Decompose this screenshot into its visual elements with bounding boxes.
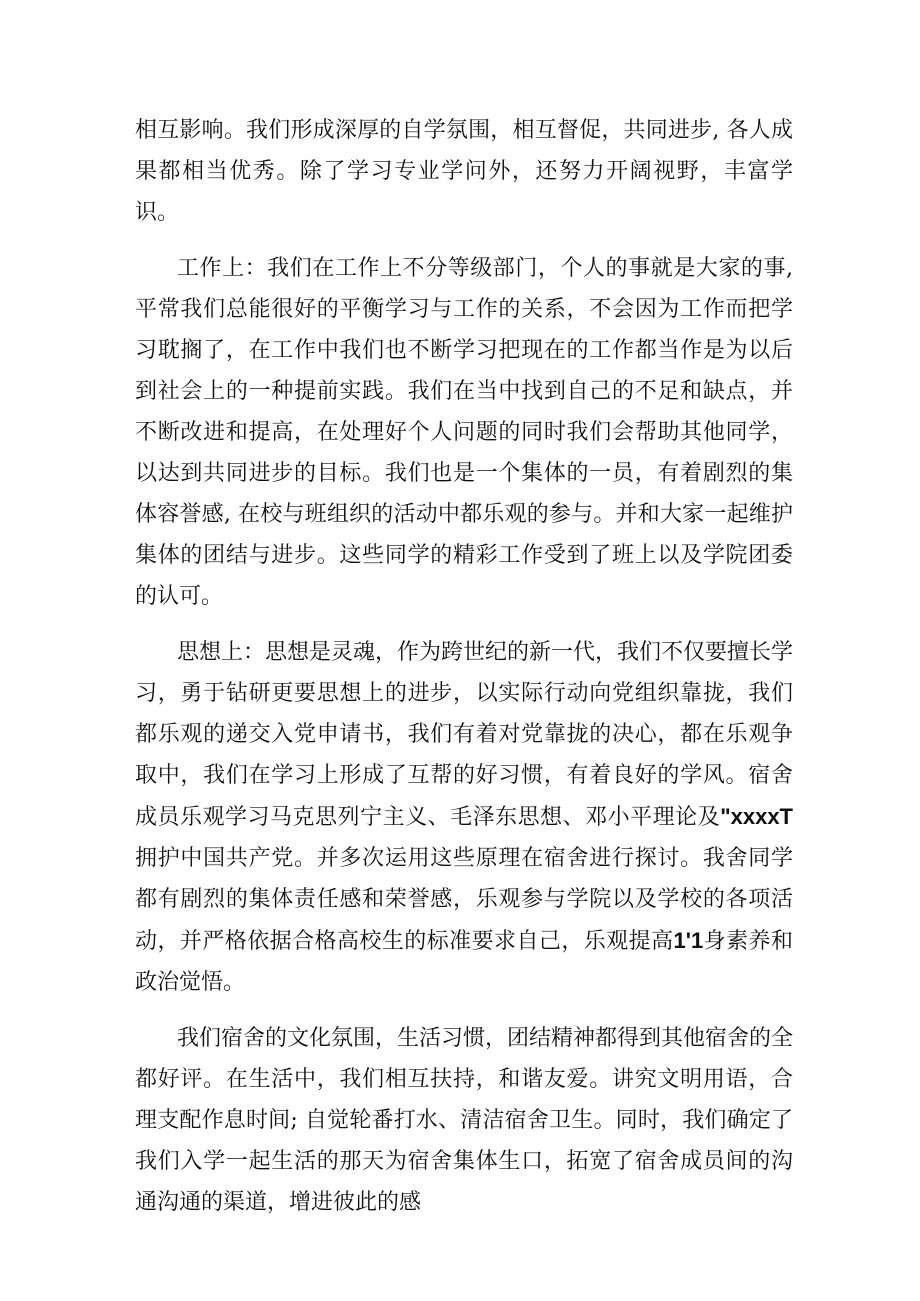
paragraph-work: 工作上：我们在工作上不分等级部门，个人的事就是大家的事, 平常我们总能很好的平衡学习与工作的关系，不会因为工作而把学习耽搁了，在工作中我们也不断学习把现在的工作都当作是为以后到社会上的一种提前实践。我们在当中找到自己的不足和缺点，并不断改进和提高，在处理好个人问题的同时我们会帮助其他同学，以达到共同进步的目标。我们也是一个集体的一员，有着剧烈的集体容誉感, 在校与班组织的活动中都乐观的参与。并和大家一起维护集体的团结与进步。这些同学的精彩工作受到了班上以及学院团委的认可。	[135, 256, 793, 609]
paragraph-ideology	[135, 632, 793, 1003]
paragraph-study-atmosphere: 相互影响。我们形成深厚的自学氛围，相互督促，共同进步, 各人成果都相当优秀。除了学习专业学问外，还努力开阔视野，丰富学识。	[135, 118, 793, 225]
paragraph-dorm-culture: 我们宿舍的文化氛围，生活习惯，团结精神都得到其他宿舍的全都好评。在生活中，我们相互扶持，和谐友爱。讲究文明用语，合理支配作息时间; 自觉轮番打水、清洁宿舍卫生。同时，我们确定了我们入学一起生活的那天为宿舍集体生口，拓宽了宿舍成员间的沟通沟通的渠道，增进彼此的感	[135, 1026, 794, 1215]
paragraph-ideology-part-c: 身素养和政治觉悟。	[135, 929, 793, 995]
paragraph-ideology-bold-a: "xxxxT	[720, 804, 793, 829]
paragraph-ideology-part-a: 思想上：思想是灵魂，作为跨世纪的新一代，我们不仅要擅长学习，勇于钻研更要思想上的进步，以实际行动向党组织靠拢，我们都乐观的递交入党申请书，我们有着对党靠拢的决心，都在乐观争取中，我们在学习上形成了互帮的好习惯，有着良好的学风。宿舍成员乐观学习马克思列宁主义、毛泽东思想、邓小平理论及	[135, 640, 794, 830]
paragraph-ideology-part-b: 拥护中国共产党。并多次运用这些原理在宿舍进行探讨。我舍同学都有剧烈的集体责任感和荣誉感，乐观参与学院以及学校的各项活动，并严格依据合格高校生的标准要求自己，乐观提高	[135, 846, 793, 954]
document-page	[135, 110, 793, 1238]
paragraph-ideology-bold-b: 1'1	[673, 928, 704, 953]
